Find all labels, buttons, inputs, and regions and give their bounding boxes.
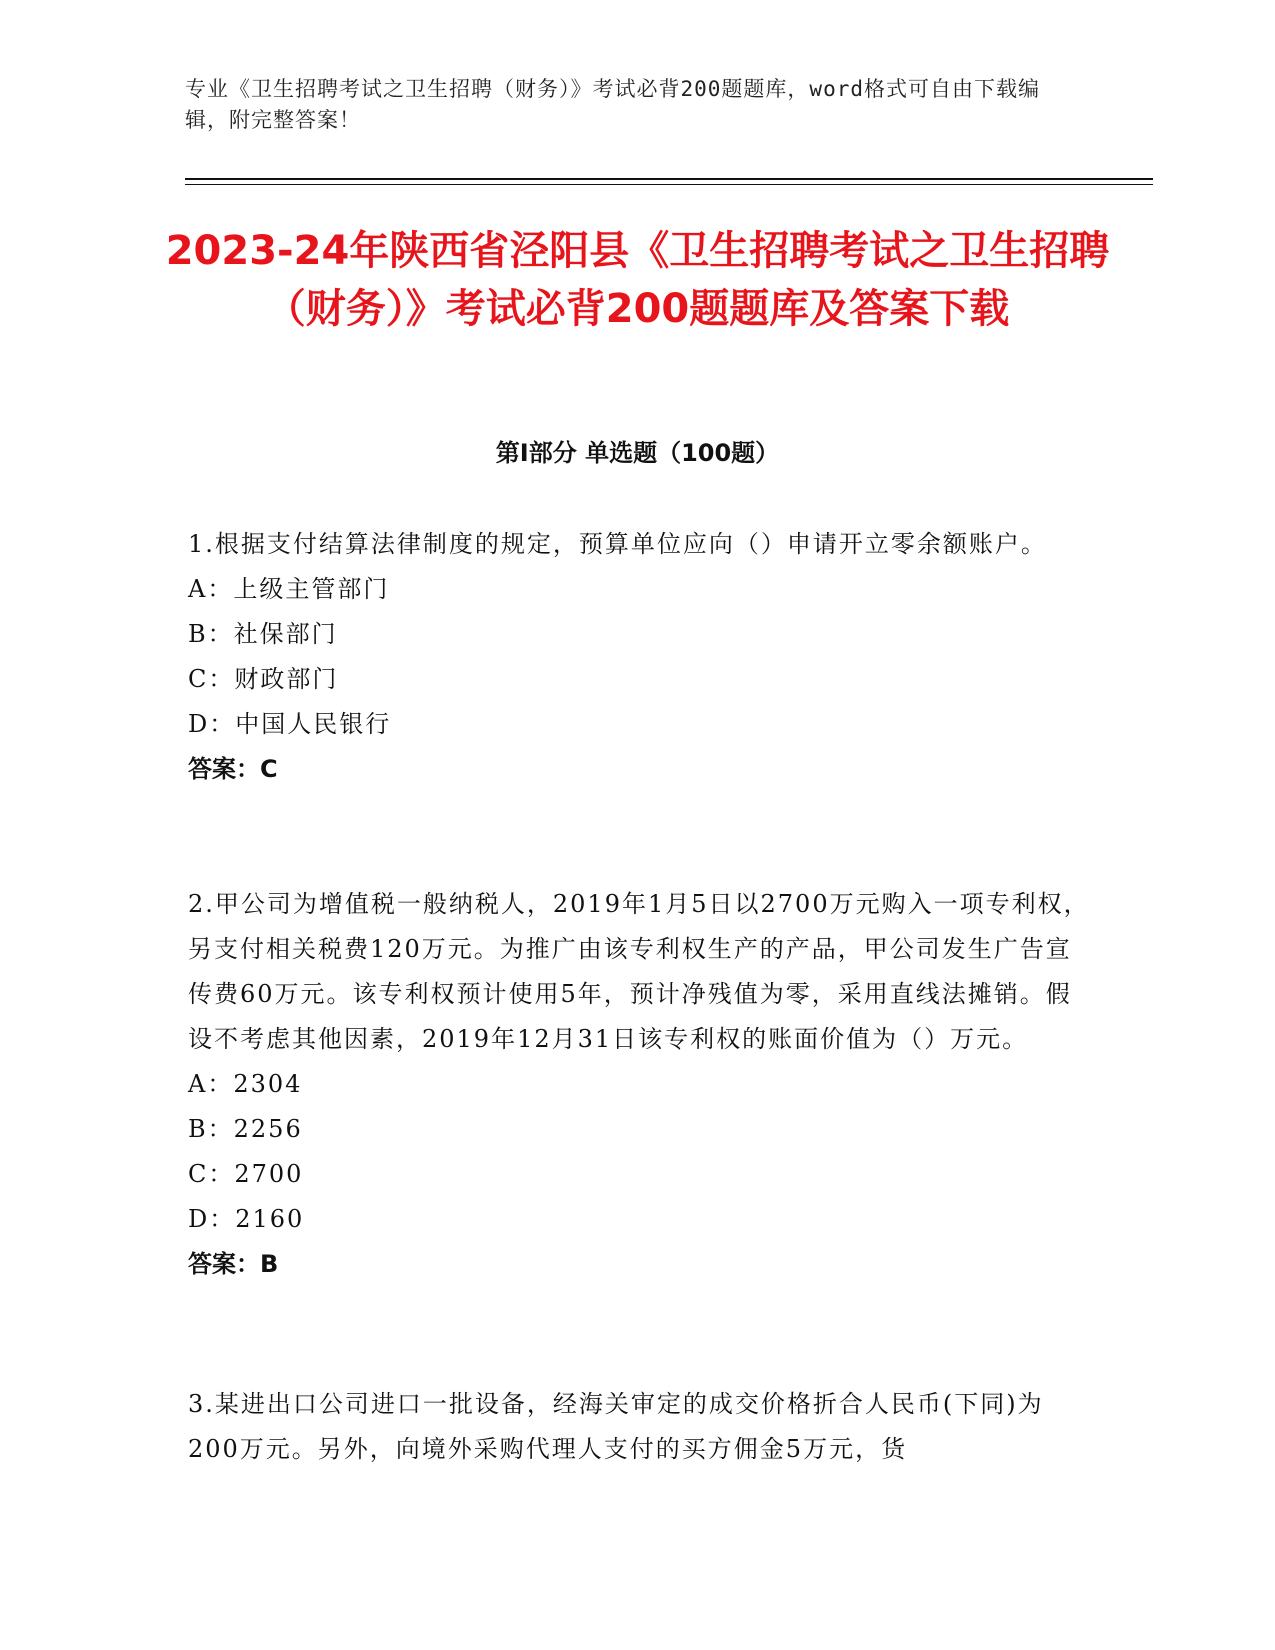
question-stem: 3.某进出口公司进口一批设备，经海关审定的成交价格折合人民币(下同)为200万元。另外，向境外采购代理人支付的买方佣金5万元，货 <box>188 1390 1044 1463</box>
document-title: 2023-24年陕西省泾阳县《卫生招聘考试之卫生招聘（财务）》考试必背200题题库及答案下载 <box>165 228 1110 332</box>
question-2 <box>188 882 1093 1287</box>
question-stem: 2.甲公司为增值税一般纳税人，2019年1月5日以2700万元购入一项专利权，另支付相关税费120万元。为推广由该专利权生产的产品，甲公司发生广告宣传费60万元。该专利权预计使用5年，预计净残值为零，采用直线法摊销。假设不考虑其他因素，2019年12月31日该专利权的账面价值为（）万元。 <box>188 890 1090 1053</box>
question-3 <box>188 1382 1093 1472</box>
answer-line: 答案：B <box>188 1250 279 1278</box>
header-divider-thin <box>185 184 1153 185</box>
option-a: A：2304 <box>188 1070 303 1098</box>
option-c: C：2700 <box>188 1160 304 1188</box>
answer-line: 答案：C <box>188 755 278 783</box>
option-d: D：2160 <box>188 1205 305 1233</box>
option-c: C：财政部门 <box>188 665 339 693</box>
option-d: D：中国人民银行 <box>188 710 392 738</box>
section-title: 第I部分 单选题（100题） <box>495 439 780 467</box>
question-stem: 1.根据支付结算法律制度的规定，预算单位应向（）申请开立零余额账户。 <box>188 530 1047 558</box>
header-note: 专业《卫生招聘考试之卫生招聘（财务）》考试必背200题题库，word格式可自由下载编辑，附完整答案！ <box>185 77 1040 132</box>
option-b: B：社保部门 <box>188 620 338 648</box>
option-a: A：上级主管部门 <box>188 575 390 603</box>
option-b: B：2256 <box>188 1115 303 1143</box>
header-divider-thick <box>185 178 1153 180</box>
question-1 <box>188 522 1093 792</box>
